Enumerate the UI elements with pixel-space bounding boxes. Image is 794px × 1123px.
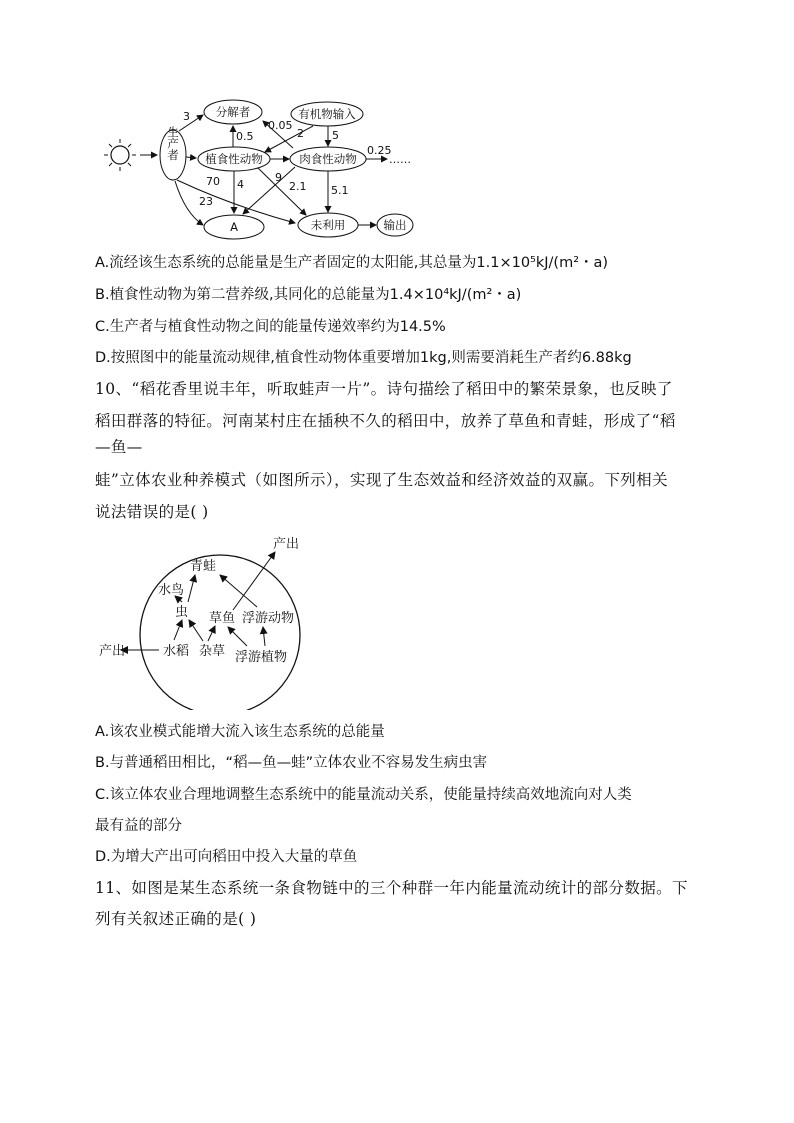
weeds-label: 杂草 (199, 644, 226, 659)
value-herb-to-a: 4 (237, 178, 244, 191)
sun-icon (104, 139, 136, 171)
rice-label: 水稻 (163, 644, 190, 659)
value-input-to-carn: 5 (332, 129, 339, 142)
herbivore-label: 植食性动物 (205, 152, 263, 166)
energy-flow-diagram (95, 95, 425, 245)
produce-left-label: 产出 (99, 644, 126, 659)
onward-dots: …… (389, 153, 411, 166)
q10-line-5: 说法错误的是( ) (95, 503, 209, 521)
q10-line-3: —鱼— (95, 438, 143, 456)
q10-option-a: A.该农业模式能增大流入该生态系统的总能量 (95, 724, 385, 740)
producer-label: 生产者 (166, 125, 180, 161)
q9-option-d: D.按照图中的能量流动规律,植食性动物体重要增加1kg,则需要消耗生产者约6.88kg (95, 350, 632, 366)
q9-option-a: A.流经该生态系统的总能量是生产者固定的太阳能,其总量为1.1×10⁵kJ/(m²・a) (95, 255, 609, 271)
rice-fish-frog-diagram (95, 530, 335, 710)
q10-line-4: 蛙”立体农业种养模式（如图所示），实现了生态效益和经济效益的双赢。下列相关 (95, 471, 668, 489)
grass-carp-label: 草鱼 (209, 611, 236, 626)
value-carn-onward: 0.25 (367, 144, 392, 157)
q10-option-c-line-2: 最有益的部分 (95, 818, 182, 834)
phytoplankton-label: 浮游植物 (235, 650, 288, 665)
bird-label: 水鸟 (158, 583, 185, 598)
q10-option-c-line-1: C.该立体农业合理地调整生态系统中的能量流动关系，使能量持续高效地流向对人类 (95, 787, 632, 803)
output-label: 输出 (383, 218, 407, 232)
value-carn-to-decomposer: 0.05 (268, 119, 293, 132)
frog-label: 青蛙 (190, 559, 217, 574)
carnivore-label: 肉食性动物 (299, 152, 357, 166)
q11-line-1: 11、如图是某生态系统一条食物链中的三个种群一年内能量流动统计的部分数据。下 (95, 879, 688, 897)
a-label: A (230, 220, 238, 234)
q10-option-b: B.与普通稻田相比，“稻—鱼—蛙”立体农业不容易发生病虫害 (95, 755, 488, 771)
ecosystem-circle (140, 555, 300, 710)
value-p-to-unused: 70 (206, 175, 220, 188)
value-herb-to-decomposer: 0.5 (236, 130, 254, 143)
q9-option-c: C.生产者与植食性动物之间的能量传递效率约为14.5% (95, 319, 446, 335)
produce-top-label: 产出 (273, 537, 300, 552)
decomposer-label: 分解者 (215, 105, 251, 119)
insect-label: 虫 (175, 605, 189, 620)
value-carn-to-unused: 5.1 (331, 184, 349, 197)
q11-line-2: 列有关叙述正确的是( ) (95, 910, 257, 928)
zooplankton-label: 浮游动物 (242, 611, 295, 626)
value-p-to-a: 23 (199, 195, 213, 208)
organic-input-label: 有机物输入 (298, 107, 356, 121)
unused-label: 未利用 (310, 218, 346, 232)
value-p-to-decomposer: 3 (183, 110, 190, 123)
value-herb-to-carn: 9 (275, 171, 282, 184)
q10-line-1: 10、“稻花香里说丰年，听取蛙声一片”。诗句描绘了稻田中的繁荣景象，也反映了 (95, 380, 673, 398)
q10-line-2: 稻田群落的特征。河南某村庄在插秧不久的稻田中，放养了草鱼和青蛙，形成了“稻 (95, 412, 676, 430)
value-herb-to-unused: 2.1 (289, 180, 307, 193)
q9-option-b: B.植食性动物为第二营养级,其同化的总能量为1.4×10⁴kJ/(m²・a) (95, 287, 522, 303)
value-input-to-herb: 2 (297, 127, 304, 140)
q10-option-d: D.为增大产出可向稻田中投入大量的草鱼 (95, 849, 358, 865)
